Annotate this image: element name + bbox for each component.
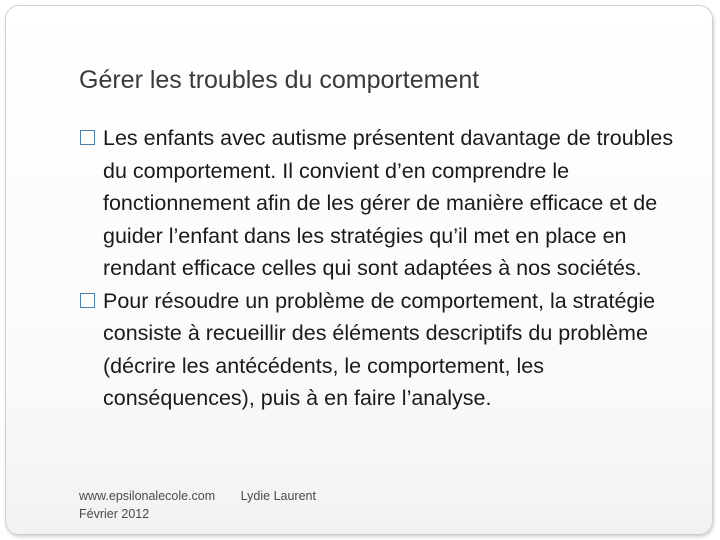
bullet-item: [80, 122, 680, 285]
footer-row: [79, 487, 316, 505]
slide: [5, 5, 713, 535]
hollow-square-bullet-icon: [80, 130, 95, 145]
bullet-text: Pour résoudre un problème de comportement, la stratégie consiste à recueillir des éléments descriptifs du problème (décrire les antécédents, le comportement, les conséquences), puis à en faire l’analyse.: [103, 288, 656, 410]
hollow-square-bullet-icon: [80, 293, 95, 308]
bullet-text: Les enfants avec autisme présentent davantage de troubles du comportement. Il convient d’en comprendre le fonctionnement afin de les gérer de manière efficace et de guider l’enfant dans les stratégies qu’il met en place en rendant efficace celles qui sont adaptées à nos sociétés.: [103, 126, 674, 280]
footer-date: Février 2012: [79, 507, 150, 521]
slide-title: Gérer les troubles du comportement: [79, 66, 480, 94]
bullet-item: [80, 285, 680, 415]
slide-body: [80, 122, 680, 415]
footer-author: Lydie Laurent: [240, 489, 316, 503]
slide-footer: [79, 487, 316, 523]
footer-website: www.epsilonalecole.com: [79, 489, 216, 503]
